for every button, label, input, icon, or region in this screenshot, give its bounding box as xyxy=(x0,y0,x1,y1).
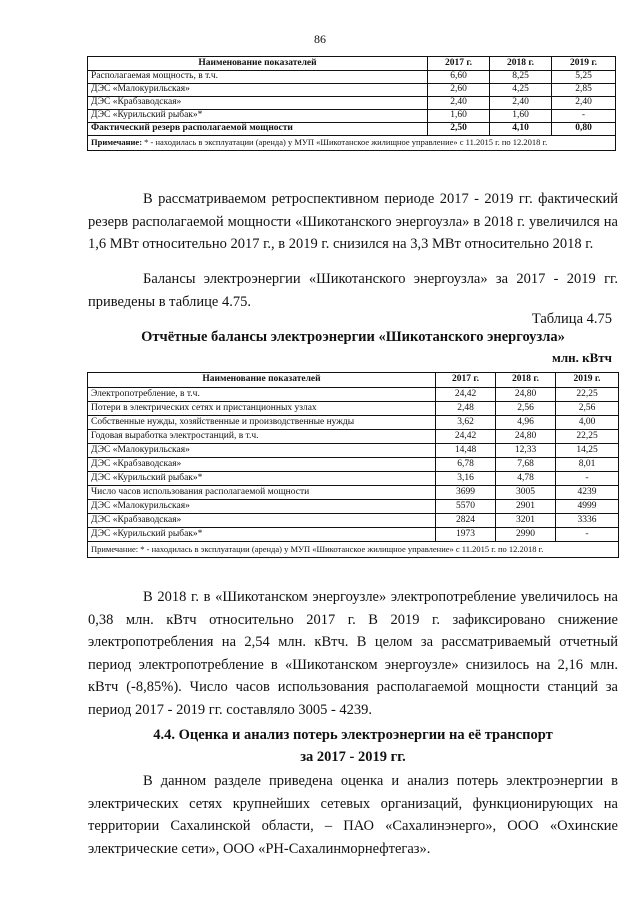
table-cell: 1973 xyxy=(436,528,496,542)
table-cell: 2,85 xyxy=(552,84,616,97)
table-cell: 2990 xyxy=(496,528,556,542)
row-label: Годовая выработка электростанций, в т.ч. xyxy=(88,430,436,444)
paragraph-consumption-analysis: В 2018 г. в «Шикотанском энергоузле» электропотребление увеличилось на 0,38 млн. кВтч относительно 2017 г. В 2019 г. зафиксировано снижение электропотребления на 2,54 млн. кВтч. В целом за рассматриваемый отчетный период электропотребление в «Шикотанском энергоузле» снизилось на 2,16 млн. кВтч (-8,85%). Число часов использования располагаемой мощности станций за период 2017 - 2019 гг. составляло 3005 - 4239. xyxy=(88,589,618,718)
section-heading-line: 4.4. Оценка и анализ потерь электроэнергии на её транспорт xyxy=(153,727,553,743)
table-cell: 5,25 xyxy=(552,71,616,84)
table-cell: 5570 xyxy=(436,500,496,514)
table-cell: 14,25 xyxy=(556,444,619,458)
table-note-row xyxy=(88,136,616,151)
table-cell: 6,60 xyxy=(428,71,490,84)
paragraph-balances-intro: Балансы электроэнергии «Шикотанского энергоузла» за 2017 - 2019 гг. приведены в таблице 4.75. xyxy=(88,271,618,310)
table-row xyxy=(88,416,619,430)
table-row xyxy=(88,528,619,542)
row-label: ДЭС «Крабзаводская» xyxy=(88,514,436,528)
table-cell: 2901 xyxy=(496,500,556,514)
table-row xyxy=(88,500,619,514)
table-cell: 2,40 xyxy=(490,97,552,110)
table-row xyxy=(88,71,616,84)
table-row xyxy=(88,84,616,97)
column-header: 2019 г. xyxy=(556,373,619,388)
table-cell: 14,48 xyxy=(436,444,496,458)
table-cell: 1,60 xyxy=(490,110,552,123)
paragraph-reserve-analysis: В рассматриваемом ретроспективном периоде 2017 - 2019 гг. фактический резерв располагаемой мощности «Шикотанского энергоузла» в 2018 г. увеличился на 1,6 МВт относительно 2017 г., в 2019 г. снизился на 3,3 МВт относительно 2018 г. xyxy=(88,191,618,252)
table-cell: 2,48 xyxy=(436,402,496,416)
paragraph-section-intro: В данном разделе приведена оценка и анализ потерь электроэнергии в электрических сетях крупнейших сетевых организаций, функционирующих на территории Сахалинской области, – ПАО «Сахалинэнерго», ООО «Охинские электрические сети», ООО «РН-Сахалинморнефтегаз». xyxy=(88,773,618,857)
power-reserve-table xyxy=(87,56,616,151)
table-cell: 7,68 xyxy=(496,458,556,472)
table-cell: 3699 xyxy=(436,486,496,500)
table-row xyxy=(88,486,619,500)
table-cell: 24,42 xyxy=(436,430,496,444)
table-cell: 2,50 xyxy=(428,123,490,136)
table-cell: 3,62 xyxy=(436,416,496,430)
column-header: 2019 г. xyxy=(552,57,616,71)
row-label: ДЭС «Крабзаводская» xyxy=(88,458,436,472)
table-cell: 2,40 xyxy=(552,97,616,110)
note-text: * - находилась в эксплуатации (аренда) у МУП «Шикотанское жилищное управление» с 11.2015 г. по 12.2018 г. xyxy=(142,137,548,148)
table-cell: 3,16 xyxy=(436,472,496,486)
table-cell: 24,80 xyxy=(496,388,556,402)
table-cell: 2,56 xyxy=(496,402,556,416)
section-heading-line: за 2017 - 2019 гг. xyxy=(300,749,406,765)
table-cell: 4,10 xyxy=(490,123,552,136)
row-label: Электропотребление, в т.ч. xyxy=(88,388,436,402)
table-cell: 8,01 xyxy=(556,458,619,472)
note-label: Примечание: xyxy=(91,137,143,148)
column-header: Наименование показателей xyxy=(88,57,428,71)
table-cell: 4999 xyxy=(556,500,619,514)
table-row xyxy=(88,402,619,416)
row-label: Располагаемая мощность, в т.ч. xyxy=(88,71,428,84)
table-note-row xyxy=(88,542,619,558)
column-header: 2018 г. xyxy=(496,373,556,388)
table-row xyxy=(88,430,619,444)
energy-balance-table xyxy=(87,372,619,558)
table-cell: 3005 xyxy=(496,486,556,500)
row-label: ДЭС «Малокурильская» xyxy=(88,500,436,514)
table-cell: 6,78 xyxy=(436,458,496,472)
row-label: Фактический резерв располагаемой мощности xyxy=(88,123,428,136)
column-header: Наименование показателей xyxy=(88,373,436,388)
column-header: 2017 г. xyxy=(436,373,496,388)
table-cell: 22,25 xyxy=(556,430,619,444)
table-row xyxy=(88,110,616,123)
table-cell: 4,00 xyxy=(556,416,619,430)
table-units: млн. кВтч xyxy=(551,350,612,365)
table-cell: 22,25 xyxy=(556,388,619,402)
table-row xyxy=(88,472,619,486)
table-cell: 2824 xyxy=(436,514,496,528)
table-cell: 2,56 xyxy=(556,402,619,416)
table-row xyxy=(88,458,619,472)
row-label: Потери в электрических сетях и пристанционных узлах xyxy=(88,402,436,416)
table-row xyxy=(88,444,619,458)
section-heading xyxy=(88,724,618,768)
table-cell: 4,25 xyxy=(490,84,552,97)
table-title: Отчётные балансы электроэнергии «Шикотанского энергоузла» xyxy=(141,329,565,345)
row-label: ДЭС «Малокурильская» xyxy=(88,444,436,458)
table-cell: 0,80 xyxy=(552,123,616,136)
table-cell: 2,60 xyxy=(428,84,490,97)
row-label: ДЭС «Крабзаводская» xyxy=(88,97,428,110)
table-cell: - xyxy=(552,110,616,123)
table-header-row xyxy=(88,373,619,388)
table-cell: 4,96 xyxy=(496,416,556,430)
table-cell: 8,25 xyxy=(490,71,552,84)
table-row xyxy=(88,97,616,110)
column-header: 2017 г. xyxy=(428,57,490,71)
table-cell: - xyxy=(556,472,619,486)
column-header: 2018 г. xyxy=(490,57,552,71)
table-row xyxy=(88,514,619,528)
table-row xyxy=(88,388,619,402)
table-cell: 1,60 xyxy=(428,110,490,123)
table-cell: - xyxy=(556,528,619,542)
row-label: ДЭС «Курильский рыбак»* xyxy=(88,472,436,486)
table-row-total xyxy=(88,123,616,136)
row-label: Собственные нужды, хозяйственные и производственные нужды xyxy=(88,416,436,430)
page-number: 86 xyxy=(314,32,326,46)
table-note xyxy=(88,136,616,151)
table-cell: 2,40 xyxy=(428,97,490,110)
table-cell: 3336 xyxy=(556,514,619,528)
row-label: ДЭС «Курильский рыбак»* xyxy=(88,528,436,542)
table-note: Примечание: * - находилась в эксплуатации (аренда) у МУП «Шикотанское жилищное управление» с 11.2015 г. по 12.2018 г. xyxy=(88,542,619,558)
table-cell: 4239 xyxy=(556,486,619,500)
table-cell: 24,42 xyxy=(436,388,496,402)
table-cell: 12,33 xyxy=(496,444,556,458)
row-label: Число часов использования располагаемой мощности xyxy=(88,486,436,500)
table-cell: 3201 xyxy=(496,514,556,528)
table-number-label: Таблица 4.75 xyxy=(531,311,612,327)
row-label: ДЭС «Курильский рыбак»* xyxy=(88,110,428,123)
table-cell: 4,78 xyxy=(496,472,556,486)
table-header-row xyxy=(88,57,616,71)
table-cell: 24,80 xyxy=(496,430,556,444)
row-label: ДЭС «Малокурильская» xyxy=(88,84,428,97)
